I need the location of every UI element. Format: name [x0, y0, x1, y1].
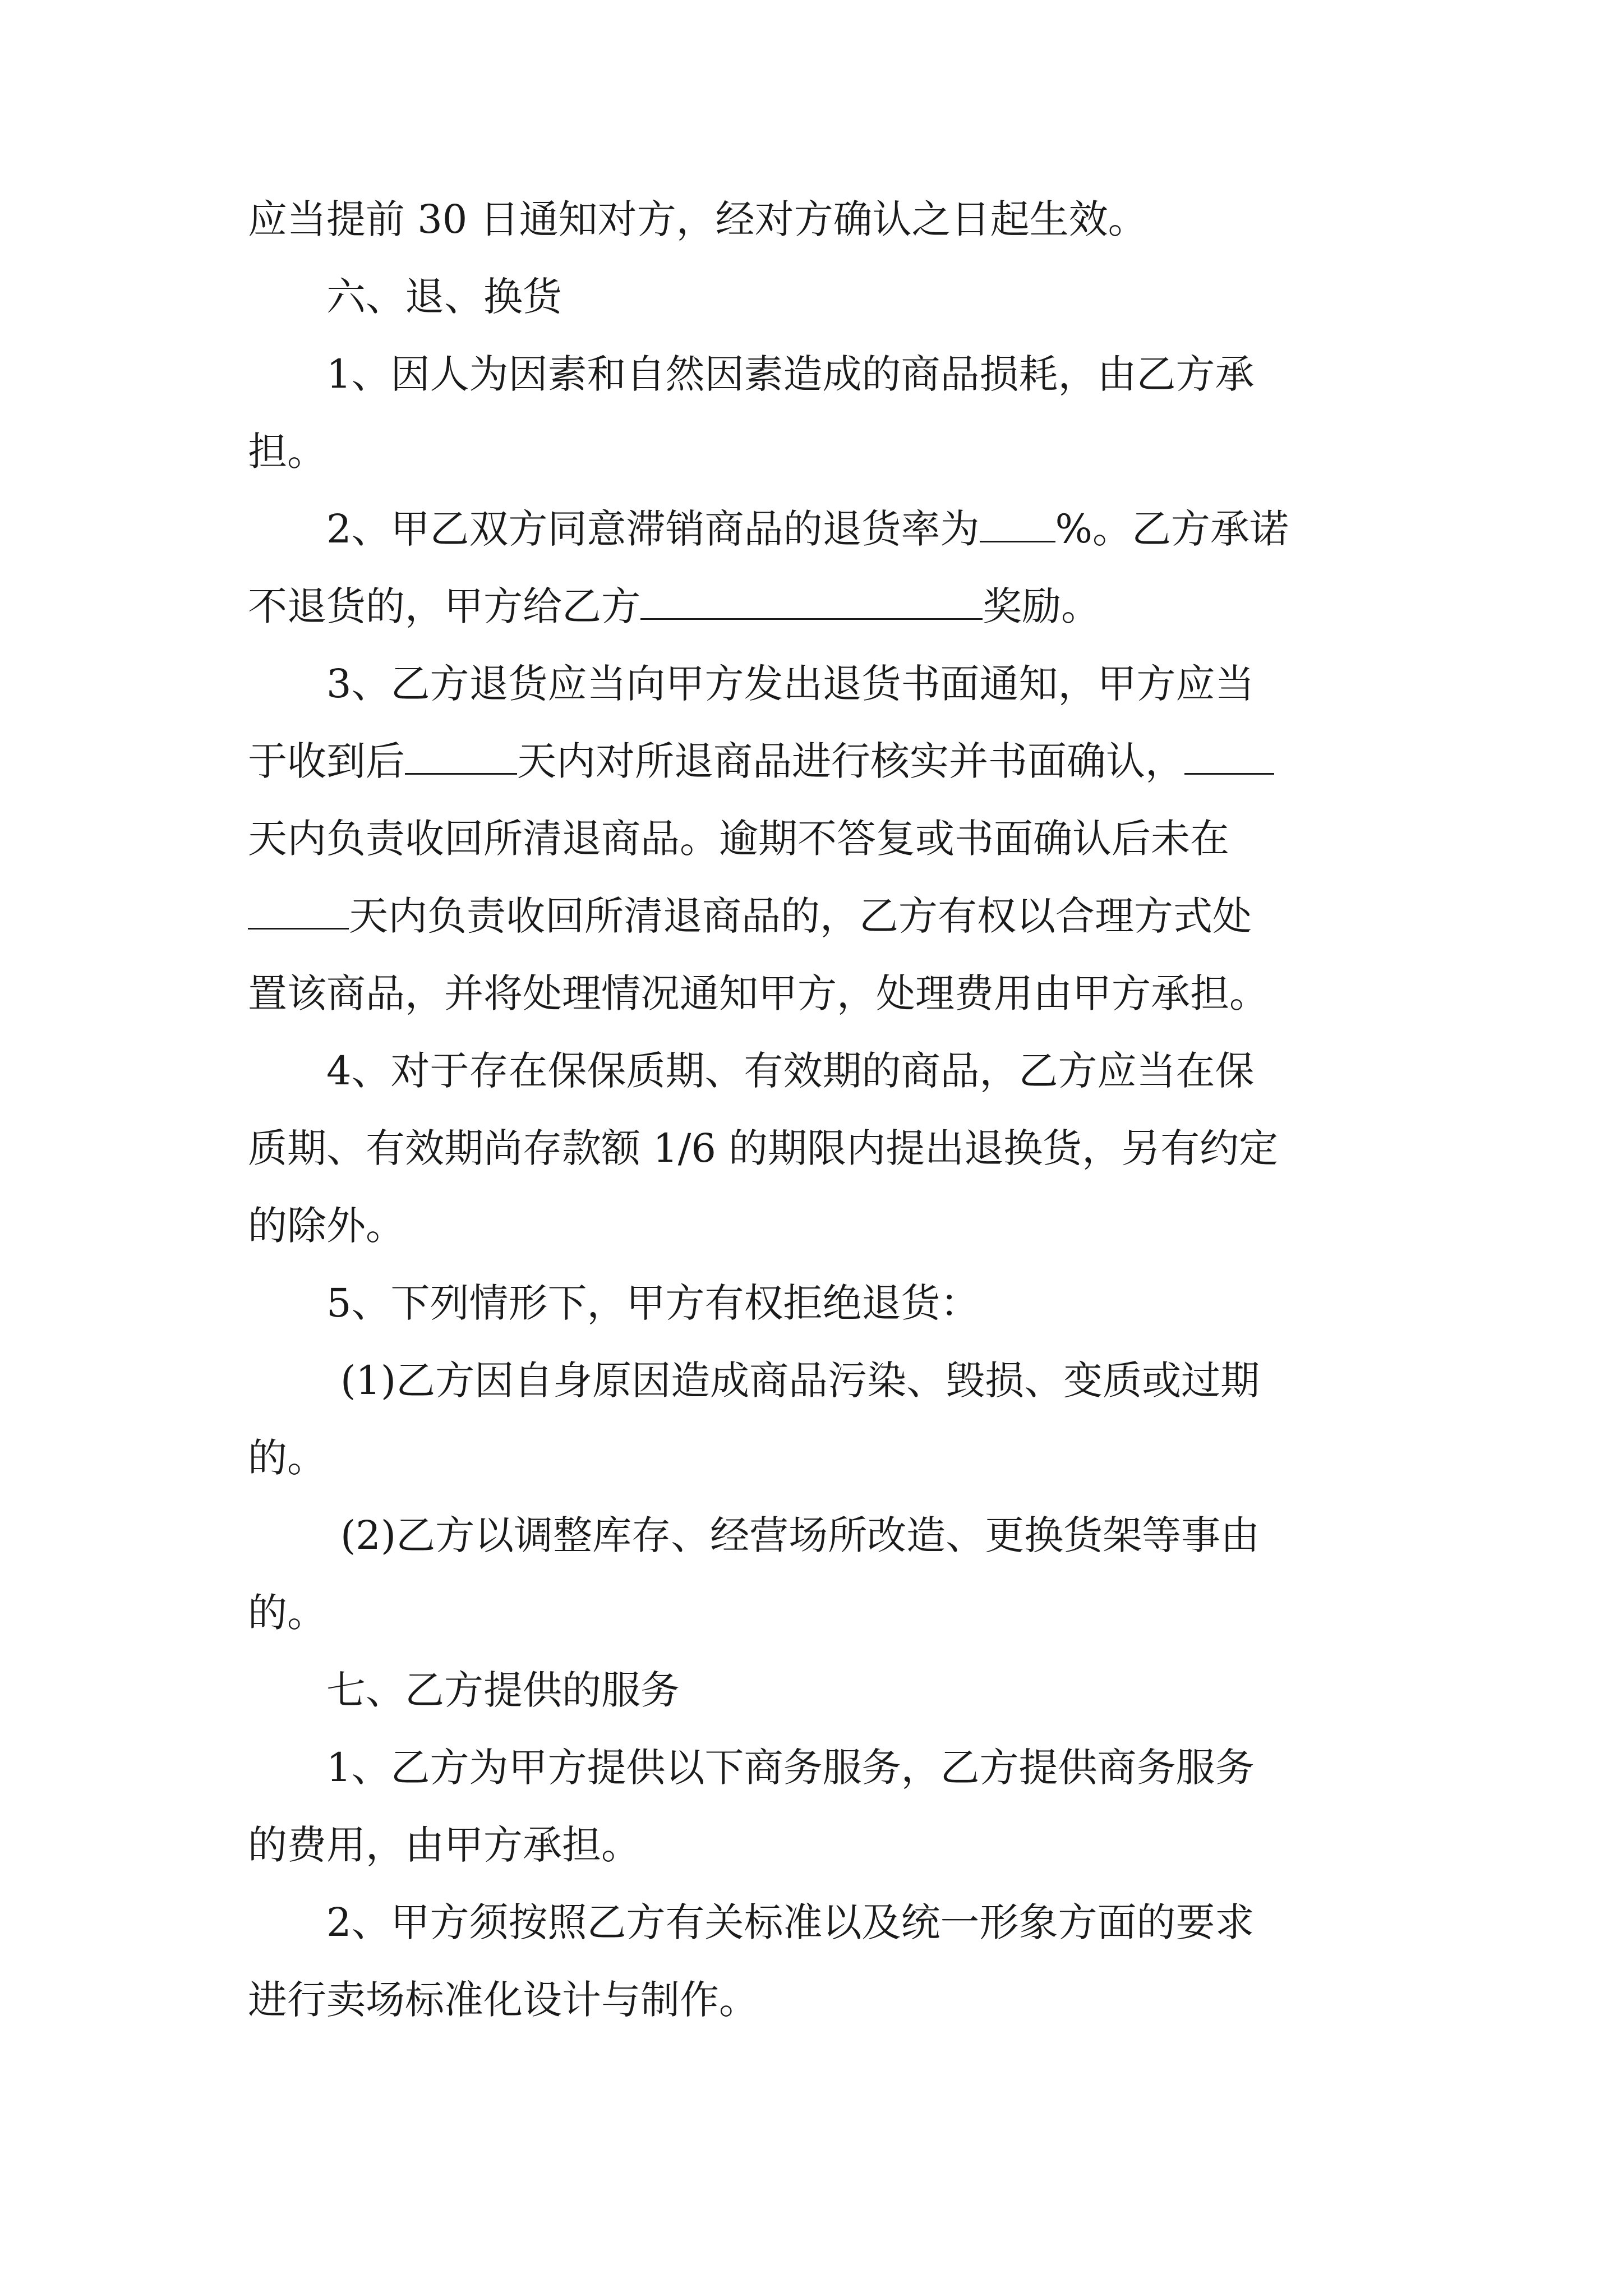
fill-in-blank[interactable] [405, 738, 517, 775]
text-segment: %。乙方承诺 [1055, 506, 1289, 552]
text-segment: 天内对所退商品进行核实并书面确认， [517, 738, 1184, 784]
text-segment: 于收到后 [248, 738, 405, 784]
paragraph-line: 的费用，由甲方承担。 [248, 1822, 640, 1868]
text-segment: 2、甲乙双方同意滞销商品的退货率为 [326, 506, 980, 552]
paragraph-line-with-blank [248, 490, 1381, 568]
paragraph-line-with-blank [248, 723, 1381, 800]
paragraph-line: 天内负责收回所清退商品。逾期不答复或书面确认后未在 [248, 816, 1229, 862]
paragraph-line: 1、乙方为甲方提供以下商务服务，乙方提供商务服务 [326, 1745, 1255, 1791]
fill-in-blank[interactable] [248, 893, 349, 930]
paragraph-line: 进行卖场标准化设计与制作。 [248, 1977, 758, 2023]
paragraph-line-with-blank [248, 877, 1381, 955]
paragraph-line: 的。 [248, 1435, 326, 1481]
section-heading-returns: 六、退、换货 [326, 274, 562, 320]
paragraph-line: 3、乙方退货应当向甲方发出退货书面通知，甲方应当 [326, 661, 1255, 707]
fill-in-blank[interactable] [1184, 738, 1274, 775]
paragraph-line: 置该商品，并将处理情况通知甲方，处理费用由甲方承担。 [248, 970, 1269, 1016]
paragraph-line-with-blank [248, 568, 1381, 645]
section-heading-services: 七、乙方提供的服务 [326, 1667, 680, 1713]
text-segment: 不退货的，甲方给乙方 [248, 583, 640, 629]
paragraph-line: 应当提前 30 日通知对方，经对方确认之日起生效。 [248, 196, 1147, 242]
paragraph-line: 的除外。 [248, 1203, 405, 1249]
paragraph-line: 4、对于存在保保质期、有效期的商品，乙方应当在保 [326, 1048, 1255, 1094]
paragraph-line: 1、因人为因素和自然因素造成的商品损耗，由乙方承 [326, 351, 1255, 397]
list-item: (2)乙方以调整库存、经营场所改造、更换货架等事由 [340, 1512, 1260, 1558]
document-body [248, 181, 1381, 2039]
paragraph-line: 5、下列情形下，甲方有权拒绝退货： [326, 1280, 980, 1326]
fill-in-blank[interactable] [980, 506, 1055, 542]
paragraph-line: 质期、有效期尚存款额 1/6 的期限内提出退换货，另有约定 [248, 1125, 1279, 1171]
list-item: (1)乙方因自身原因造成商品污染、毁损、变质或过期 [340, 1358, 1260, 1404]
text-segment: 奖励。 [983, 583, 1100, 629]
paragraph-line: 2、甲方须按照乙方有关标准以及统一形象方面的要求 [326, 1899, 1255, 1945]
paragraph-line: 的。 [248, 1590, 326, 1636]
text-segment: 天内负责收回所清退商品的，乙方有权以合理方式处 [349, 893, 1252, 939]
fill-in-blank[interactable] [640, 583, 983, 620]
paragraph-line: 担。 [248, 429, 326, 475]
